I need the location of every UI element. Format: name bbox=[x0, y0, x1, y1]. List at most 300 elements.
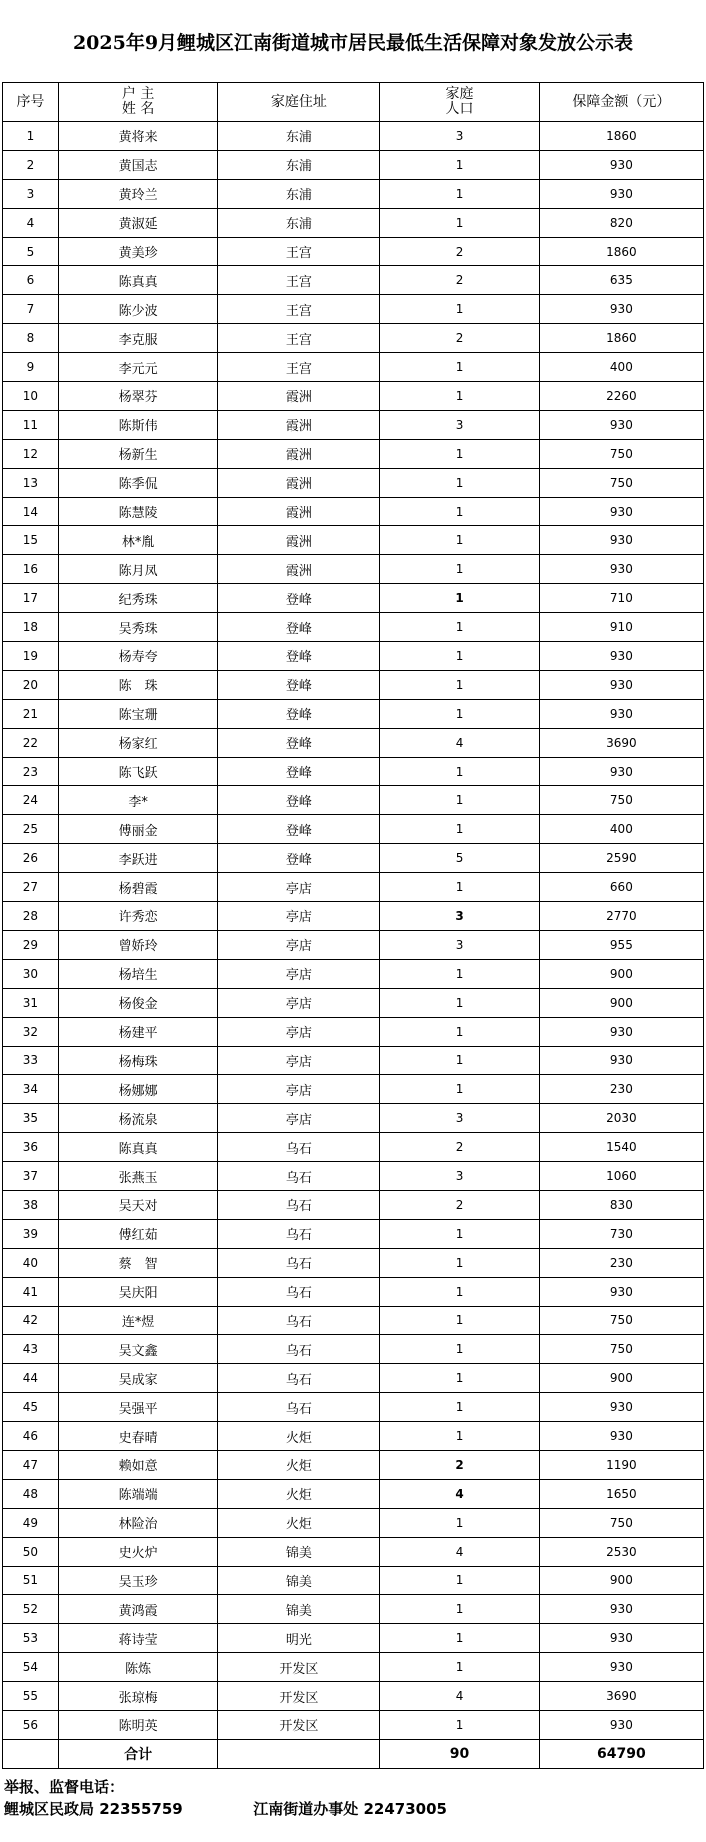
row-amount: 1860 bbox=[539, 122, 703, 151]
row-amount: 930 bbox=[539, 1595, 703, 1624]
row-name: 杨梅珠 bbox=[58, 1046, 218, 1075]
row-amount: 3690 bbox=[539, 728, 703, 757]
report-contact-line bbox=[4, 1798, 704, 1820]
row-seq: 24 bbox=[3, 786, 59, 815]
row-name: 赖如意 bbox=[58, 1450, 218, 1479]
row-name: 杨家红 bbox=[58, 728, 218, 757]
table-row bbox=[3, 613, 704, 642]
row-address: 霞洲 bbox=[218, 555, 380, 584]
table-row bbox=[3, 757, 704, 786]
row-name: 李* bbox=[58, 786, 218, 815]
row-seq: 2 bbox=[3, 150, 59, 179]
row-address: 火炬 bbox=[218, 1479, 380, 1508]
row-amount: 635 bbox=[539, 266, 703, 295]
row-name: 杨碧霞 bbox=[58, 873, 218, 902]
table-row bbox=[3, 179, 704, 208]
row-amount: 930 bbox=[539, 699, 703, 728]
table-row bbox=[3, 1393, 704, 1422]
row-address: 乌石 bbox=[218, 1335, 380, 1364]
row-amount: 710 bbox=[539, 584, 703, 613]
row-population: 1 bbox=[380, 1075, 540, 1104]
row-name: 黄玲兰 bbox=[58, 179, 218, 208]
row-address: 锦美 bbox=[218, 1566, 380, 1595]
row-name: 陈飞跃 bbox=[58, 757, 218, 786]
row-population: 4 bbox=[380, 1537, 540, 1566]
row-seq: 9 bbox=[3, 353, 59, 382]
row-amount: 400 bbox=[539, 353, 703, 382]
row-address: 亭店 bbox=[218, 1017, 380, 1046]
row-address: 东浦 bbox=[218, 122, 380, 151]
row-seq: 12 bbox=[3, 439, 59, 468]
row-seq: 46 bbox=[3, 1422, 59, 1451]
page-title: 2025年9月鲤城区江南街道城市居民最低生活保障对象发放公示表 bbox=[72, 31, 634, 54]
row-address: 霞洲 bbox=[218, 439, 380, 468]
table-row bbox=[3, 1595, 704, 1624]
table-row bbox=[3, 1566, 704, 1595]
table-row bbox=[3, 1682, 704, 1711]
row-name: 陈少波 bbox=[58, 295, 218, 324]
row-population: 1 bbox=[380, 468, 540, 497]
row-address: 亭店 bbox=[218, 930, 380, 959]
row-address: 开发区 bbox=[218, 1682, 380, 1711]
row-seq: 11 bbox=[3, 410, 59, 439]
row-name: 许秀恋 bbox=[58, 902, 218, 931]
row-address: 乌石 bbox=[218, 1248, 380, 1277]
total-seq-cell bbox=[3, 1739, 59, 1768]
row-name: 曾娇玲 bbox=[58, 930, 218, 959]
row-address: 明光 bbox=[218, 1624, 380, 1653]
row-seq: 14 bbox=[3, 497, 59, 526]
row-name: 杨新生 bbox=[58, 439, 218, 468]
row-address: 锦美 bbox=[218, 1537, 380, 1566]
row-address: 登峰 bbox=[218, 844, 380, 873]
row-population: 3 bbox=[380, 1162, 540, 1191]
header-family-line2: 人口 bbox=[445, 101, 474, 117]
table-row bbox=[3, 382, 704, 411]
row-address: 霞洲 bbox=[218, 497, 380, 526]
row-seq: 16 bbox=[3, 555, 59, 584]
table-row bbox=[3, 1479, 704, 1508]
row-address: 亭店 bbox=[218, 959, 380, 988]
row-seq: 4 bbox=[3, 208, 59, 237]
row-population: 1 bbox=[380, 815, 540, 844]
row-seq: 49 bbox=[3, 1508, 59, 1537]
row-amount: 930 bbox=[539, 497, 703, 526]
row-population: 1 bbox=[380, 613, 540, 642]
row-seq: 21 bbox=[3, 699, 59, 728]
row-population: 3 bbox=[380, 902, 540, 931]
row-address: 王宫 bbox=[218, 237, 380, 266]
table-row bbox=[3, 497, 704, 526]
row-seq: 35 bbox=[3, 1104, 59, 1133]
row-population: 1 bbox=[380, 1595, 540, 1624]
table-row bbox=[3, 1190, 704, 1219]
contact-tel-civil-affairs: 22355759 bbox=[99, 1800, 183, 1818]
table-row bbox=[3, 1017, 704, 1046]
row-address: 登峰 bbox=[218, 757, 380, 786]
row-name: 吴天对 bbox=[58, 1190, 218, 1219]
table-row bbox=[3, 988, 704, 1017]
header-name-line2: 姓 名 bbox=[121, 101, 155, 117]
table-row bbox=[3, 902, 704, 931]
row-population: 1 bbox=[380, 670, 540, 699]
row-population: 1 bbox=[380, 1219, 540, 1248]
row-address: 乌石 bbox=[218, 1277, 380, 1306]
row-seq: 47 bbox=[3, 1450, 59, 1479]
row-population: 2 bbox=[380, 1133, 540, 1162]
row-seq: 37 bbox=[3, 1162, 59, 1191]
row-seq: 10 bbox=[3, 382, 59, 411]
row-population: 3 bbox=[380, 930, 540, 959]
table-row bbox=[3, 468, 704, 497]
row-amount: 900 bbox=[539, 959, 703, 988]
total-address-cell bbox=[218, 1739, 380, 1768]
row-seq: 27 bbox=[3, 873, 59, 902]
contact-tel-subdistrict: 22473005 bbox=[363, 1800, 447, 1818]
table-row bbox=[3, 930, 704, 959]
row-address: 开发区 bbox=[218, 1653, 380, 1682]
report-contact-heading: 举报、监督电话： bbox=[4, 1778, 125, 1796]
table-row bbox=[3, 237, 704, 266]
row-name: 张燕玉 bbox=[58, 1162, 218, 1191]
row-address: 亭店 bbox=[218, 873, 380, 902]
row-population: 1 bbox=[380, 179, 540, 208]
row-seq: 1 bbox=[3, 122, 59, 151]
table-row bbox=[3, 208, 704, 237]
row-seq: 26 bbox=[3, 844, 59, 873]
row-name: 陈月凤 bbox=[58, 555, 218, 584]
row-seq: 39 bbox=[3, 1219, 59, 1248]
row-amount: 930 bbox=[539, 1393, 703, 1422]
row-name: 陈明英 bbox=[58, 1710, 218, 1739]
row-amount: 820 bbox=[539, 208, 703, 237]
row-amount: 1860 bbox=[539, 324, 703, 353]
row-address: 王宫 bbox=[218, 295, 380, 324]
row-amount: 2260 bbox=[539, 382, 703, 411]
row-seq: 30 bbox=[3, 959, 59, 988]
table-row bbox=[3, 873, 704, 902]
row-seq: 45 bbox=[3, 1393, 59, 1422]
row-amount: 3690 bbox=[539, 1682, 703, 1711]
contact-org-civil-affairs: 鲤城区民政局 bbox=[4, 1800, 95, 1818]
row-amount: 900 bbox=[539, 1364, 703, 1393]
table-row bbox=[3, 1537, 704, 1566]
report-contact bbox=[4, 1776, 704, 1820]
table-row bbox=[3, 1450, 704, 1479]
row-population: 3 bbox=[380, 1104, 540, 1133]
row-name: 黄将来 bbox=[58, 122, 218, 151]
row-address: 王宫 bbox=[218, 324, 380, 353]
row-name: 张琼梅 bbox=[58, 1682, 218, 1711]
row-address: 霞洲 bbox=[218, 410, 380, 439]
row-seq: 50 bbox=[3, 1537, 59, 1566]
table-row bbox=[3, 1277, 704, 1306]
table-row bbox=[3, 266, 704, 295]
row-address: 乌石 bbox=[218, 1133, 380, 1162]
row-seq: 33 bbox=[3, 1046, 59, 1075]
table-row bbox=[3, 1710, 704, 1739]
row-amount: 930 bbox=[539, 1710, 703, 1739]
row-population: 1 bbox=[380, 873, 540, 902]
row-population: 1 bbox=[380, 584, 540, 613]
row-name: 陈斯伟 bbox=[58, 410, 218, 439]
row-name: 李克服 bbox=[58, 324, 218, 353]
table-row bbox=[3, 1219, 704, 1248]
row-name: 杨俊金 bbox=[58, 988, 218, 1017]
row-address: 火炬 bbox=[218, 1422, 380, 1451]
table-row bbox=[3, 410, 704, 439]
row-amount: 1190 bbox=[539, 1450, 703, 1479]
row-address: 亭店 bbox=[218, 1046, 380, 1075]
row-population: 4 bbox=[380, 1479, 540, 1508]
table-row bbox=[3, 1364, 704, 1393]
row-address: 乌石 bbox=[218, 1219, 380, 1248]
table-row bbox=[3, 670, 704, 699]
row-seq: 15 bbox=[3, 526, 59, 555]
row-address: 王宫 bbox=[218, 266, 380, 295]
row-name: 傅丽金 bbox=[58, 815, 218, 844]
row-name: 杨翠芬 bbox=[58, 382, 218, 411]
row-amount: 230 bbox=[539, 1075, 703, 1104]
row-address: 登峰 bbox=[218, 670, 380, 699]
row-address: 登峰 bbox=[218, 728, 380, 757]
row-amount: 900 bbox=[539, 988, 703, 1017]
row-population: 1 bbox=[380, 208, 540, 237]
row-address: 火炬 bbox=[218, 1508, 380, 1537]
table-row bbox=[3, 1075, 704, 1104]
row-amount: 930 bbox=[539, 410, 703, 439]
row-population: 2 bbox=[380, 324, 540, 353]
row-name: 史火炉 bbox=[58, 1537, 218, 1566]
table-row bbox=[3, 815, 704, 844]
row-amount: 660 bbox=[539, 873, 703, 902]
row-seq: 13 bbox=[3, 468, 59, 497]
row-population: 1 bbox=[380, 150, 540, 179]
row-address: 东浦 bbox=[218, 150, 380, 179]
table-row bbox=[3, 324, 704, 353]
table-row bbox=[3, 1508, 704, 1537]
row-amount: 2530 bbox=[539, 1537, 703, 1566]
row-population: 2 bbox=[380, 1450, 540, 1479]
row-name: 陈慧陵 bbox=[58, 497, 218, 526]
row-amount: 930 bbox=[539, 555, 703, 584]
row-seq: 56 bbox=[3, 1710, 59, 1739]
row-population: 1 bbox=[380, 526, 540, 555]
row-population: 1 bbox=[380, 353, 540, 382]
table-row bbox=[3, 1306, 704, 1335]
row-seq: 44 bbox=[3, 1364, 59, 1393]
row-seq: 6 bbox=[3, 266, 59, 295]
row-amount: 400 bbox=[539, 815, 703, 844]
table-row bbox=[3, 353, 704, 382]
row-seq: 8 bbox=[3, 324, 59, 353]
table-row bbox=[3, 439, 704, 468]
row-name: 吴文鑫 bbox=[58, 1335, 218, 1364]
total-population: 90 bbox=[380, 1739, 540, 1768]
row-name: 吴庆阳 bbox=[58, 1277, 218, 1306]
row-population: 2 bbox=[380, 1190, 540, 1219]
header-seq: 序号 bbox=[3, 83, 59, 122]
table-row bbox=[3, 1653, 704, 1682]
row-amount: 930 bbox=[539, 1277, 703, 1306]
table-row bbox=[3, 1133, 704, 1162]
table-row bbox=[3, 1248, 704, 1277]
row-seq: 36 bbox=[3, 1133, 59, 1162]
table-row bbox=[3, 1162, 704, 1191]
row-name: 黄淑延 bbox=[58, 208, 218, 237]
row-name: 杨流泉 bbox=[58, 1104, 218, 1133]
row-amount: 230 bbox=[539, 1248, 703, 1277]
row-address: 乌石 bbox=[218, 1190, 380, 1219]
row-amount: 750 bbox=[539, 786, 703, 815]
row-amount: 1650 bbox=[539, 1479, 703, 1508]
header-family-line1: 家庭 bbox=[445, 86, 474, 102]
table-row bbox=[3, 786, 704, 815]
row-name: 蒋诗莹 bbox=[58, 1624, 218, 1653]
row-amount: 955 bbox=[539, 930, 703, 959]
row-address: 东浦 bbox=[218, 179, 380, 208]
row-amount: 930 bbox=[539, 1422, 703, 1451]
row-seq: 20 bbox=[3, 670, 59, 699]
row-seq: 29 bbox=[3, 930, 59, 959]
row-name: 陈炼 bbox=[58, 1653, 218, 1682]
row-population: 1 bbox=[380, 382, 540, 411]
header-amount: 保障金额（元） bbox=[539, 83, 703, 122]
row-seq: 5 bbox=[3, 237, 59, 266]
table-row bbox=[3, 1046, 704, 1075]
row-address: 乌石 bbox=[218, 1393, 380, 1422]
row-amount: 2030 bbox=[539, 1104, 703, 1133]
row-address: 王宫 bbox=[218, 353, 380, 382]
row-address: 火炬 bbox=[218, 1450, 380, 1479]
row-seq: 31 bbox=[3, 988, 59, 1017]
row-population: 4 bbox=[380, 1682, 540, 1711]
table-body bbox=[3, 122, 704, 1740]
row-population: 4 bbox=[380, 728, 540, 757]
row-name: 林*胤 bbox=[58, 526, 218, 555]
table-row bbox=[3, 122, 704, 151]
row-name: 陈真真 bbox=[58, 266, 218, 295]
row-population: 1 bbox=[380, 1364, 540, 1393]
table-row bbox=[3, 526, 704, 555]
row-population: 1 bbox=[380, 699, 540, 728]
row-population: 2 bbox=[380, 266, 540, 295]
row-population: 1 bbox=[380, 295, 540, 324]
header-family-size bbox=[380, 83, 540, 122]
row-address: 东浦 bbox=[218, 208, 380, 237]
row-name: 杨培生 bbox=[58, 959, 218, 988]
row-seq: 17 bbox=[3, 584, 59, 613]
row-seq: 40 bbox=[3, 1248, 59, 1277]
table-row bbox=[3, 699, 704, 728]
row-population: 1 bbox=[380, 1046, 540, 1075]
row-seq: 19 bbox=[3, 642, 59, 671]
row-address: 登峰 bbox=[218, 642, 380, 671]
contact-org-subdistrict: 江南街道办事处 bbox=[253, 1800, 359, 1818]
row-name: 吴强平 bbox=[58, 1393, 218, 1422]
row-population: 1 bbox=[380, 1508, 540, 1537]
row-seq: 18 bbox=[3, 613, 59, 642]
row-population: 1 bbox=[380, 1335, 540, 1364]
row-seq: 3 bbox=[3, 179, 59, 208]
row-name: 连*煜 bbox=[58, 1306, 218, 1335]
row-population: 1 bbox=[380, 1653, 540, 1682]
row-name: 杨寿夸 bbox=[58, 642, 218, 671]
table-row bbox=[3, 1104, 704, 1133]
row-name: 黄美珍 bbox=[58, 237, 218, 266]
table-row bbox=[3, 1335, 704, 1364]
row-address: 亭店 bbox=[218, 1075, 380, 1104]
row-population: 1 bbox=[380, 1017, 540, 1046]
row-name: 林险治 bbox=[58, 1508, 218, 1537]
row-amount: 930 bbox=[539, 642, 703, 671]
row-address: 霞洲 bbox=[218, 382, 380, 411]
row-name: 杨娜娜 bbox=[58, 1075, 218, 1104]
row-population: 1 bbox=[380, 757, 540, 786]
row-population: 1 bbox=[380, 1248, 540, 1277]
table-row bbox=[3, 728, 704, 757]
row-amount: 830 bbox=[539, 1190, 703, 1219]
row-amount: 750 bbox=[539, 468, 703, 497]
row-seq: 25 bbox=[3, 815, 59, 844]
row-name: 傅红茹 bbox=[58, 1219, 218, 1248]
row-amount: 930 bbox=[539, 295, 703, 324]
header-name bbox=[58, 83, 218, 122]
row-address: 亭店 bbox=[218, 1104, 380, 1133]
header-name-line1: 户 主 bbox=[121, 86, 155, 102]
row-seq: 22 bbox=[3, 728, 59, 757]
table-header-row bbox=[3, 83, 704, 122]
row-population: 1 bbox=[380, 642, 540, 671]
row-address: 霞洲 bbox=[218, 526, 380, 555]
row-population: 5 bbox=[380, 844, 540, 873]
row-population: 1 bbox=[380, 1277, 540, 1306]
row-seq: 34 bbox=[3, 1075, 59, 1104]
row-seq: 51 bbox=[3, 1566, 59, 1595]
row-address: 霞洲 bbox=[218, 468, 380, 497]
row-amount: 930 bbox=[539, 1017, 703, 1046]
row-address: 亭店 bbox=[218, 902, 380, 931]
row-population: 1 bbox=[380, 786, 540, 815]
table-row bbox=[3, 584, 704, 613]
row-seq: 23 bbox=[3, 757, 59, 786]
row-seq: 48 bbox=[3, 1479, 59, 1508]
total-label: 合计 bbox=[58, 1739, 218, 1768]
row-name: 史春晴 bbox=[58, 1422, 218, 1451]
row-address: 乌石 bbox=[218, 1162, 380, 1191]
row-name: 杨建平 bbox=[58, 1017, 218, 1046]
row-amount: 930 bbox=[539, 670, 703, 699]
row-name: 李跃进 bbox=[58, 844, 218, 873]
row-seq: 28 bbox=[3, 902, 59, 931]
row-name: 陈宝珊 bbox=[58, 699, 218, 728]
row-amount: 1860 bbox=[539, 237, 703, 266]
row-amount: 910 bbox=[539, 613, 703, 642]
row-amount: 930 bbox=[539, 1046, 703, 1075]
row-name: 李元元 bbox=[58, 353, 218, 382]
row-amount: 930 bbox=[539, 1624, 703, 1653]
table-row bbox=[3, 555, 704, 584]
row-seq: 53 bbox=[3, 1624, 59, 1653]
row-seq: 55 bbox=[3, 1682, 59, 1711]
row-address: 乌石 bbox=[218, 1306, 380, 1335]
row-amount: 730 bbox=[539, 1219, 703, 1248]
table-row bbox=[3, 642, 704, 671]
row-amount: 1540 bbox=[539, 1133, 703, 1162]
row-name: 吴秀珠 bbox=[58, 613, 218, 642]
row-amount: 900 bbox=[539, 1566, 703, 1595]
row-amount: 750 bbox=[539, 439, 703, 468]
